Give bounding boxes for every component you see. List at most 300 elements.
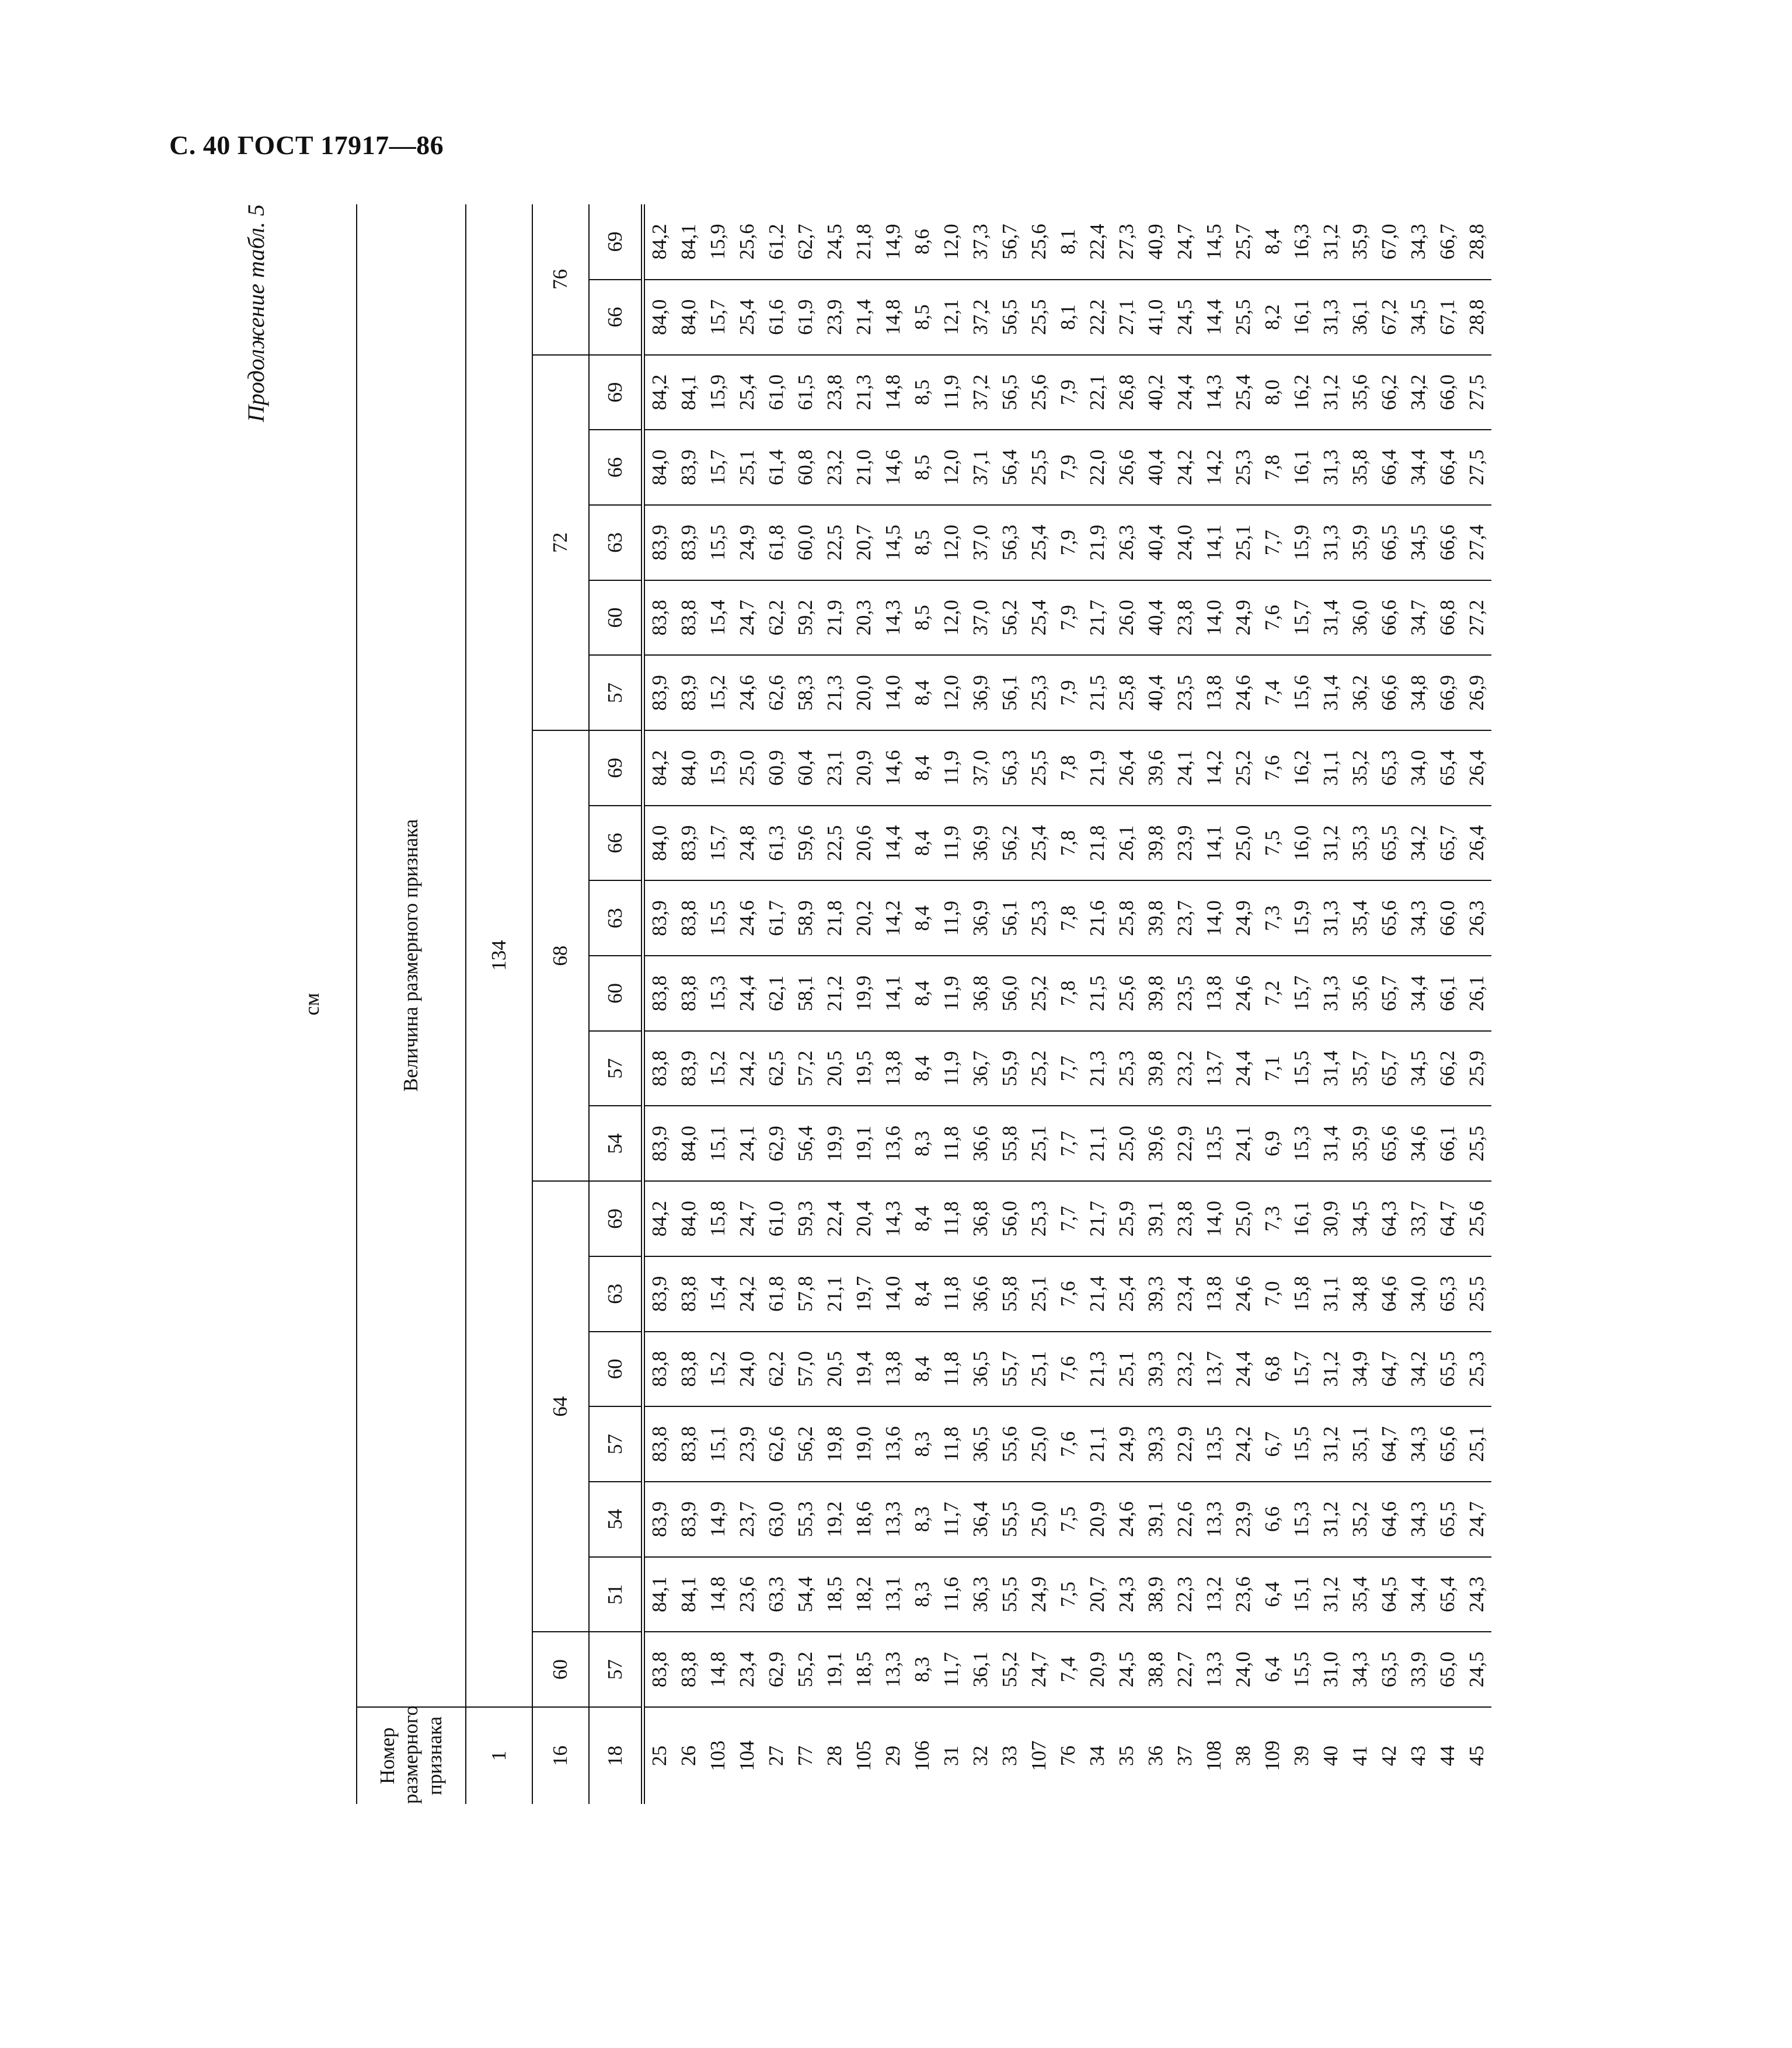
value-cell: 23,9 — [820, 280, 849, 355]
value-cell: 8,1 — [1054, 204, 1083, 280]
size-table — [356, 204, 1491, 1804]
value-cell: 11,9 — [937, 880, 966, 956]
row-number-cell: 37 — [1173, 1746, 1196, 1766]
value-cell: 22,2 — [1083, 280, 1112, 355]
value-cell: 26,4 — [1462, 806, 1491, 881]
value-cell: 55,2 — [995, 1632, 1024, 1707]
value-cell: 56,2 — [995, 580, 1024, 656]
value-cell: 20,9 — [1083, 1632, 1112, 1707]
value-cell: 15,5 — [1287, 1632, 1316, 1707]
value-cell: 83,9 — [643, 655, 675, 730]
value-cell: 27,4 — [1462, 505, 1491, 580]
value-cell: 8,4 — [908, 1256, 937, 1332]
value-cell: 20,2 — [849, 880, 878, 956]
header-cell: 1 — [466, 1707, 532, 1804]
value-cell: 26,1 — [1462, 956, 1491, 1031]
value-cell: 83,9 — [643, 1482, 675, 1557]
value-cell: 15,7 — [703, 430, 733, 505]
value-cell: 11,6 — [937, 1557, 966, 1632]
value-cell: 39,6 — [1141, 730, 1170, 806]
table-row — [820, 204, 849, 1804]
value-cell: 25,5 — [1462, 1256, 1491, 1332]
value-cell: 25,1 — [1229, 505, 1258, 580]
value-cell: 13,8 — [1200, 655, 1229, 730]
value-cell: 31,0 — [1316, 1632, 1345, 1707]
value-cell: 19,9 — [849, 956, 878, 1031]
value-cell: 41,0 — [1141, 280, 1170, 355]
value-cell: 25,6 — [1024, 204, 1054, 280]
value-cell: 61,8 — [762, 1256, 791, 1332]
value-cell: 7,8 — [1258, 430, 1287, 505]
value-cell: 14,9 — [878, 204, 908, 280]
value-cell: 24,4 — [1229, 1031, 1258, 1106]
value-cell: 84,1 — [643, 1557, 675, 1632]
value-cell: 34,0 — [1404, 1256, 1433, 1332]
value-cell: 67,0 — [1375, 204, 1404, 280]
value-cell: 15,7 — [703, 280, 733, 355]
value-cell: 6,4 — [1258, 1557, 1287, 1632]
value-cell: 84,0 — [674, 730, 703, 806]
value-cell: 14,1 — [878, 956, 908, 1031]
value-cell: 63,3 — [762, 1557, 791, 1632]
value-cell: 31,2 — [1316, 204, 1345, 280]
value-cell: 12,0 — [937, 430, 966, 505]
value-cell: 7,8 — [1054, 730, 1083, 806]
value-cell: 16,1 — [1287, 1181, 1316, 1256]
table-row — [733, 204, 762, 1804]
value-cell: 62,7 — [791, 204, 820, 280]
value-cell: 55,6 — [995, 1406, 1024, 1482]
value-cell: 61,7 — [762, 880, 791, 956]
value-cell: 14,0 — [1200, 1181, 1229, 1256]
value-cell: 31,3 — [1316, 280, 1345, 355]
value-cell: 13,3 — [878, 1482, 908, 1557]
value-cell: 25,2 — [1024, 956, 1054, 1031]
value-cell: 14,6 — [878, 430, 908, 505]
value-cell: 13,3 — [1200, 1632, 1229, 1707]
value-cell: 15,9 — [703, 204, 733, 280]
value-cell: 24,6 — [733, 655, 762, 730]
value-cell: 16,2 — [1287, 730, 1316, 806]
value-cell: 36,1 — [966, 1632, 995, 1707]
value-cell: 15,7 — [1287, 580, 1316, 656]
table-row — [878, 204, 908, 1804]
value-cell: 34,5 — [1345, 1181, 1375, 1256]
value-cell: 15,5 — [703, 505, 733, 580]
value-cell: 84,0 — [643, 280, 675, 355]
value-cell: 11,8 — [937, 1181, 966, 1256]
value-cell: 8,3 — [908, 1106, 937, 1182]
value-cell: 24,9 — [733, 505, 762, 580]
value-cell: 22,6 — [1170, 1482, 1200, 1557]
value-cell: 62,6 — [762, 655, 791, 730]
value-cell: 34,6 — [1404, 1106, 1433, 1182]
value-cell: 25,3 — [1112, 1031, 1141, 1106]
row-number-cell: 104 — [735, 1740, 758, 1771]
value-cell: 24,2 — [1170, 430, 1200, 505]
value-cell: 6,4 — [1258, 1632, 1287, 1707]
value-cell: 7,8 — [1054, 806, 1083, 881]
value-cell: 14,5 — [1200, 204, 1229, 280]
value-cell: 27,5 — [1462, 355, 1491, 430]
value-cell: 15,9 — [703, 355, 733, 430]
value-cell: 62,1 — [762, 956, 791, 1031]
value-cell: 38,8 — [1141, 1632, 1170, 1707]
value-cell: 8,6 — [908, 204, 937, 280]
value-cell: 35,9 — [1345, 1106, 1375, 1182]
subheader-cell: 69 — [589, 1181, 643, 1256]
value-cell: 24,0 — [733, 1332, 762, 1407]
value-cell: 8,4 — [908, 655, 937, 730]
value-cell: 15,7 — [703, 806, 733, 881]
value-cell: 36,9 — [966, 880, 995, 956]
value-cell: 15,2 — [703, 1332, 733, 1407]
value-cell: 21,8 — [849, 204, 878, 280]
value-cell: 34,3 — [1404, 1482, 1433, 1557]
value-cell: 14,0 — [1200, 880, 1229, 956]
value-cell: 63,0 — [762, 1482, 791, 1557]
value-cell: 16,0 — [1287, 806, 1316, 881]
table-row — [1024, 204, 1054, 1804]
value-cell: 15,2 — [703, 655, 733, 730]
subheader-cell: 54 — [589, 1482, 643, 1557]
value-cell: 83,9 — [674, 806, 703, 881]
value-cell: 13,7 — [1200, 1332, 1229, 1407]
value-cell: 35,7 — [1345, 1031, 1375, 1106]
value-cell: 15,9 — [703, 730, 733, 806]
value-cell: 23,5 — [1170, 655, 1200, 730]
value-cell: 21,5 — [1083, 655, 1112, 730]
table-row — [1433, 204, 1462, 1804]
subheader-cell: 57 — [589, 1632, 643, 1707]
value-cell: 39,1 — [1141, 1181, 1170, 1256]
value-cell: 83,8 — [674, 1632, 703, 1707]
value-cell: 66,4 — [1375, 430, 1404, 505]
header-group: 76 — [532, 204, 589, 355]
value-cell: 19,0 — [849, 1406, 878, 1482]
value-cell: 25,5 — [1229, 280, 1258, 355]
value-cell: 39,8 — [1141, 956, 1170, 1031]
value-cell: 25,3 — [1229, 430, 1258, 505]
value-cell: 25,4 — [733, 355, 762, 430]
value-cell: 36,5 — [966, 1332, 995, 1407]
value-cell: 11,7 — [937, 1482, 966, 1557]
value-cell: 25,5 — [1024, 430, 1054, 505]
row-number-cell: 42 — [1378, 1746, 1400, 1766]
subheader-cell: 63 — [589, 505, 643, 580]
value-cell: 59,6 — [791, 806, 820, 881]
table-row — [643, 204, 675, 1804]
value-cell: 21,3 — [820, 655, 849, 730]
value-cell: 26,8 — [1112, 355, 1141, 430]
value-cell: 60,8 — [791, 430, 820, 505]
row-number-cell: 39 — [1290, 1746, 1313, 1766]
row-number-cell: 106 — [911, 1740, 933, 1771]
value-cell: 64,6 — [1375, 1482, 1404, 1557]
row-number-cell: 107 — [1027, 1740, 1050, 1771]
value-cell: 24,4 — [733, 956, 762, 1031]
value-cell: 34,4 — [1404, 956, 1433, 1031]
value-cell: 22,9 — [1170, 1406, 1200, 1482]
value-cell: 31,2 — [1316, 355, 1345, 430]
value-cell: 36,6 — [966, 1106, 995, 1182]
value-cell: 24,5 — [820, 204, 849, 280]
subheader-cell: 66 — [589, 280, 643, 355]
value-cell: 14,8 — [878, 355, 908, 430]
row-number-cell: 32 — [969, 1746, 992, 1766]
value-cell: 34,3 — [1404, 880, 1433, 956]
value-cell: 15,9 — [1287, 505, 1316, 580]
row-number-cell: 28 — [823, 1746, 846, 1766]
value-cell: 8,5 — [908, 430, 937, 505]
value-cell: 34,0 — [1404, 730, 1433, 806]
value-cell: 66,2 — [1375, 355, 1404, 430]
value-cell: 62,9 — [762, 1106, 791, 1182]
value-cell: 56,4 — [995, 430, 1024, 505]
value-cell: 20,9 — [849, 730, 878, 806]
value-cell: 83,9 — [674, 655, 703, 730]
value-cell: 23,2 — [1170, 1332, 1200, 1407]
table-row — [762, 204, 791, 1804]
value-cell: 24,6 — [1229, 956, 1258, 1031]
value-cell: 25,4 — [1024, 580, 1054, 656]
value-cell: 11,9 — [937, 806, 966, 881]
value-cell: 13,7 — [1200, 1031, 1229, 1106]
value-cell: 67,1 — [1433, 280, 1462, 355]
value-cell: 66,6 — [1375, 655, 1404, 730]
value-cell: 8,4 — [908, 1332, 937, 1407]
subheader-cell: 54 — [589, 1106, 643, 1182]
value-cell: 35,6 — [1345, 956, 1375, 1031]
table-row — [1200, 204, 1229, 1804]
value-cell: 7,9 — [1054, 580, 1083, 656]
value-cell: 7,4 — [1054, 1632, 1083, 1707]
value-cell: 65,6 — [1375, 880, 1404, 956]
value-cell: 24,6 — [1229, 655, 1258, 730]
subheader-cell: 63 — [589, 1256, 643, 1332]
value-cell: 18,5 — [849, 1632, 878, 1707]
value-cell: 65,4 — [1433, 730, 1462, 806]
subheader-cell: 51 — [589, 1557, 643, 1632]
value-cell: 83,9 — [643, 1106, 675, 1182]
value-cell: 21,7 — [1083, 580, 1112, 656]
value-cell: 61,8 — [762, 505, 791, 580]
value-cell: 84,0 — [643, 430, 675, 505]
value-cell: 34,3 — [1404, 1406, 1433, 1482]
value-cell: 24,5 — [1462, 1632, 1491, 1707]
table-row — [703, 204, 733, 1804]
value-cell: 19,4 — [849, 1332, 878, 1407]
value-cell: 25,4 — [1024, 505, 1054, 580]
value-cell: 60,9 — [762, 730, 791, 806]
value-cell: 35,2 — [1345, 730, 1375, 806]
value-cell: 63,5 — [1375, 1632, 1404, 1707]
value-cell: 37,0 — [966, 730, 995, 806]
value-cell: 24,7 — [733, 1181, 762, 1256]
value-cell: 25,1 — [1024, 1106, 1054, 1182]
value-cell: 55,8 — [995, 1106, 1024, 1182]
value-cell: 8,5 — [908, 355, 937, 430]
value-cell: 25,0 — [733, 730, 762, 806]
value-cell: 83,8 — [643, 580, 675, 656]
value-cell: 66,8 — [1433, 580, 1462, 656]
value-cell: 8,0 — [1258, 355, 1287, 430]
value-cell: 83,9 — [643, 1256, 675, 1332]
value-cell: 8,3 — [908, 1482, 937, 1557]
value-cell: 62,2 — [762, 580, 791, 656]
value-cell: 56,3 — [995, 730, 1024, 806]
value-cell: 65,7 — [1433, 806, 1462, 881]
value-cell: 23,8 — [1170, 580, 1200, 656]
value-cell: 37,2 — [966, 355, 995, 430]
header-group: 72 — [532, 355, 589, 730]
header-group: 68 — [532, 730, 589, 1181]
value-cell: 62,5 — [762, 1031, 791, 1106]
value-cell: 21,3 — [849, 355, 878, 430]
value-cell: 34,2 — [1404, 1332, 1433, 1407]
value-cell: 61,9 — [791, 280, 820, 355]
value-cell: 26,9 — [1462, 655, 1491, 730]
value-cell: 25,2 — [1024, 1031, 1054, 1106]
row-number-cell: 33 — [998, 1746, 1021, 1766]
table-row — [937, 204, 966, 1804]
value-cell: 21,3 — [1083, 1031, 1112, 1106]
row-number-cell: 109 — [1261, 1740, 1284, 1771]
value-cell: 39,6 — [1141, 1106, 1170, 1182]
subheader-cell: 57 — [589, 1031, 643, 1106]
value-cell: 56,0 — [995, 1181, 1024, 1256]
header-group: 64 — [532, 1181, 589, 1632]
value-cell: 65,5 — [1375, 806, 1404, 881]
value-cell: 56,5 — [995, 280, 1024, 355]
value-cell: 64,5 — [1375, 1557, 1404, 1632]
value-cell: 65,5 — [1433, 1332, 1462, 1407]
value-cell: 55,3 — [791, 1482, 820, 1557]
value-cell: 57,8 — [791, 1256, 820, 1332]
value-cell: 64,3 — [1375, 1181, 1404, 1256]
value-cell: 8,4 — [908, 730, 937, 806]
row-number-cell: 108 — [1202, 1740, 1225, 1771]
value-cell: 34,3 — [1404, 204, 1433, 280]
value-cell: 15,7 — [1287, 956, 1316, 1031]
value-cell: 15,1 — [703, 1406, 733, 1482]
value-cell: 25,5 — [1024, 730, 1054, 806]
value-cell: 14,5 — [878, 505, 908, 580]
value-cell: 25,7 — [1229, 204, 1258, 280]
table-row — [1287, 204, 1316, 1804]
value-cell: 84,2 — [643, 204, 675, 280]
value-cell: 34,2 — [1404, 806, 1433, 881]
value-cell: 25,0 — [1112, 1106, 1141, 1182]
value-cell: 84,2 — [643, 730, 675, 806]
value-cell: 13,3 — [1200, 1482, 1229, 1557]
value-cell: 36,0 — [1345, 580, 1375, 656]
value-cell: 20,7 — [1083, 1557, 1112, 1632]
value-cell: 26,4 — [1462, 730, 1491, 806]
value-cell: 22,4 — [1083, 204, 1112, 280]
row-number-cell: 31 — [940, 1746, 963, 1766]
value-cell: 83,8 — [643, 956, 675, 1031]
table-row — [1375, 204, 1404, 1804]
value-cell: 22,3 — [1170, 1557, 1200, 1632]
value-cell: 66,4 — [1433, 430, 1462, 505]
value-cell: 58,1 — [791, 956, 820, 1031]
value-cell: 12,1 — [937, 280, 966, 355]
value-cell: 27,5 — [1462, 430, 1491, 505]
value-cell: 14,4 — [1200, 280, 1229, 355]
value-cell: 6,6 — [1258, 1482, 1287, 1557]
value-cell: 31,2 — [1316, 1482, 1345, 1557]
value-cell: 24,8 — [733, 806, 762, 881]
value-cell: 60,0 — [791, 505, 820, 580]
value-cell: 34,2 — [1404, 355, 1433, 430]
row-number-cell: 44 — [1436, 1746, 1459, 1766]
value-cell: 35,9 — [1345, 204, 1375, 280]
value-cell: 31,2 — [1316, 1406, 1345, 1482]
value-cell: 65,0 — [1433, 1632, 1462, 1707]
value-cell: 14,9 — [703, 1482, 733, 1557]
value-cell: 15,3 — [703, 956, 733, 1031]
value-cell: 24,7 — [733, 580, 762, 656]
value-cell: 28,8 — [1462, 280, 1491, 355]
value-cell: 65,7 — [1375, 956, 1404, 1031]
row-number-cell: 103 — [706, 1740, 729, 1771]
value-cell: 19,2 — [820, 1482, 849, 1557]
value-cell: 7,7 — [1054, 1031, 1083, 1106]
value-cell: 26,0 — [1112, 580, 1141, 656]
value-cell: 23,2 — [1170, 1031, 1200, 1106]
row-number-cell: 43 — [1407, 1746, 1430, 1766]
table-row — [1462, 204, 1491, 1804]
value-cell: 61,5 — [791, 355, 820, 430]
value-cell: 25,3 — [1024, 655, 1054, 730]
value-cell: 37,0 — [966, 505, 995, 580]
value-cell: 13,6 — [878, 1406, 908, 1482]
value-cell: 14,0 — [878, 655, 908, 730]
value-cell: 15,3 — [1287, 1106, 1316, 1182]
table-row — [966, 204, 995, 1804]
value-cell: 25,1 — [733, 430, 762, 505]
value-cell: 11,7 — [937, 1632, 966, 1707]
value-cell: 36,4 — [966, 1482, 995, 1557]
value-cell: 25,6 — [733, 204, 762, 280]
value-cell: 11,9 — [937, 355, 966, 430]
value-cell: 56,1 — [995, 880, 1024, 956]
value-cell: 11,8 — [937, 1106, 966, 1182]
value-cell: 66,7 — [1433, 204, 1462, 280]
subheader-cell: 63 — [589, 880, 643, 956]
value-cell: 18,6 — [849, 1482, 878, 1557]
value-cell: 15,8 — [703, 1181, 733, 1256]
value-cell: 37,0 — [966, 580, 995, 656]
table-row — [1345, 204, 1375, 1804]
value-cell: 39,1 — [1141, 1482, 1170, 1557]
value-cell: 58,3 — [791, 655, 820, 730]
value-cell: 83,9 — [674, 1482, 703, 1557]
value-cell: 6,8 — [1258, 1332, 1287, 1407]
value-cell: 24,2 — [733, 1256, 762, 1332]
value-cell: 22,5 — [820, 806, 849, 881]
value-cell: 8,5 — [908, 280, 937, 355]
value-cell: 14,8 — [703, 1632, 733, 1707]
value-cell: 25,8 — [1112, 880, 1141, 956]
value-cell: 7,3 — [1258, 1181, 1287, 1256]
value-cell: 21,6 — [1083, 880, 1112, 956]
value-cell: 7,6 — [1054, 1256, 1083, 1332]
value-cell: 55,5 — [995, 1557, 1024, 1632]
value-cell: 64,7 — [1375, 1406, 1404, 1482]
value-cell: 7,5 — [1054, 1482, 1083, 1557]
